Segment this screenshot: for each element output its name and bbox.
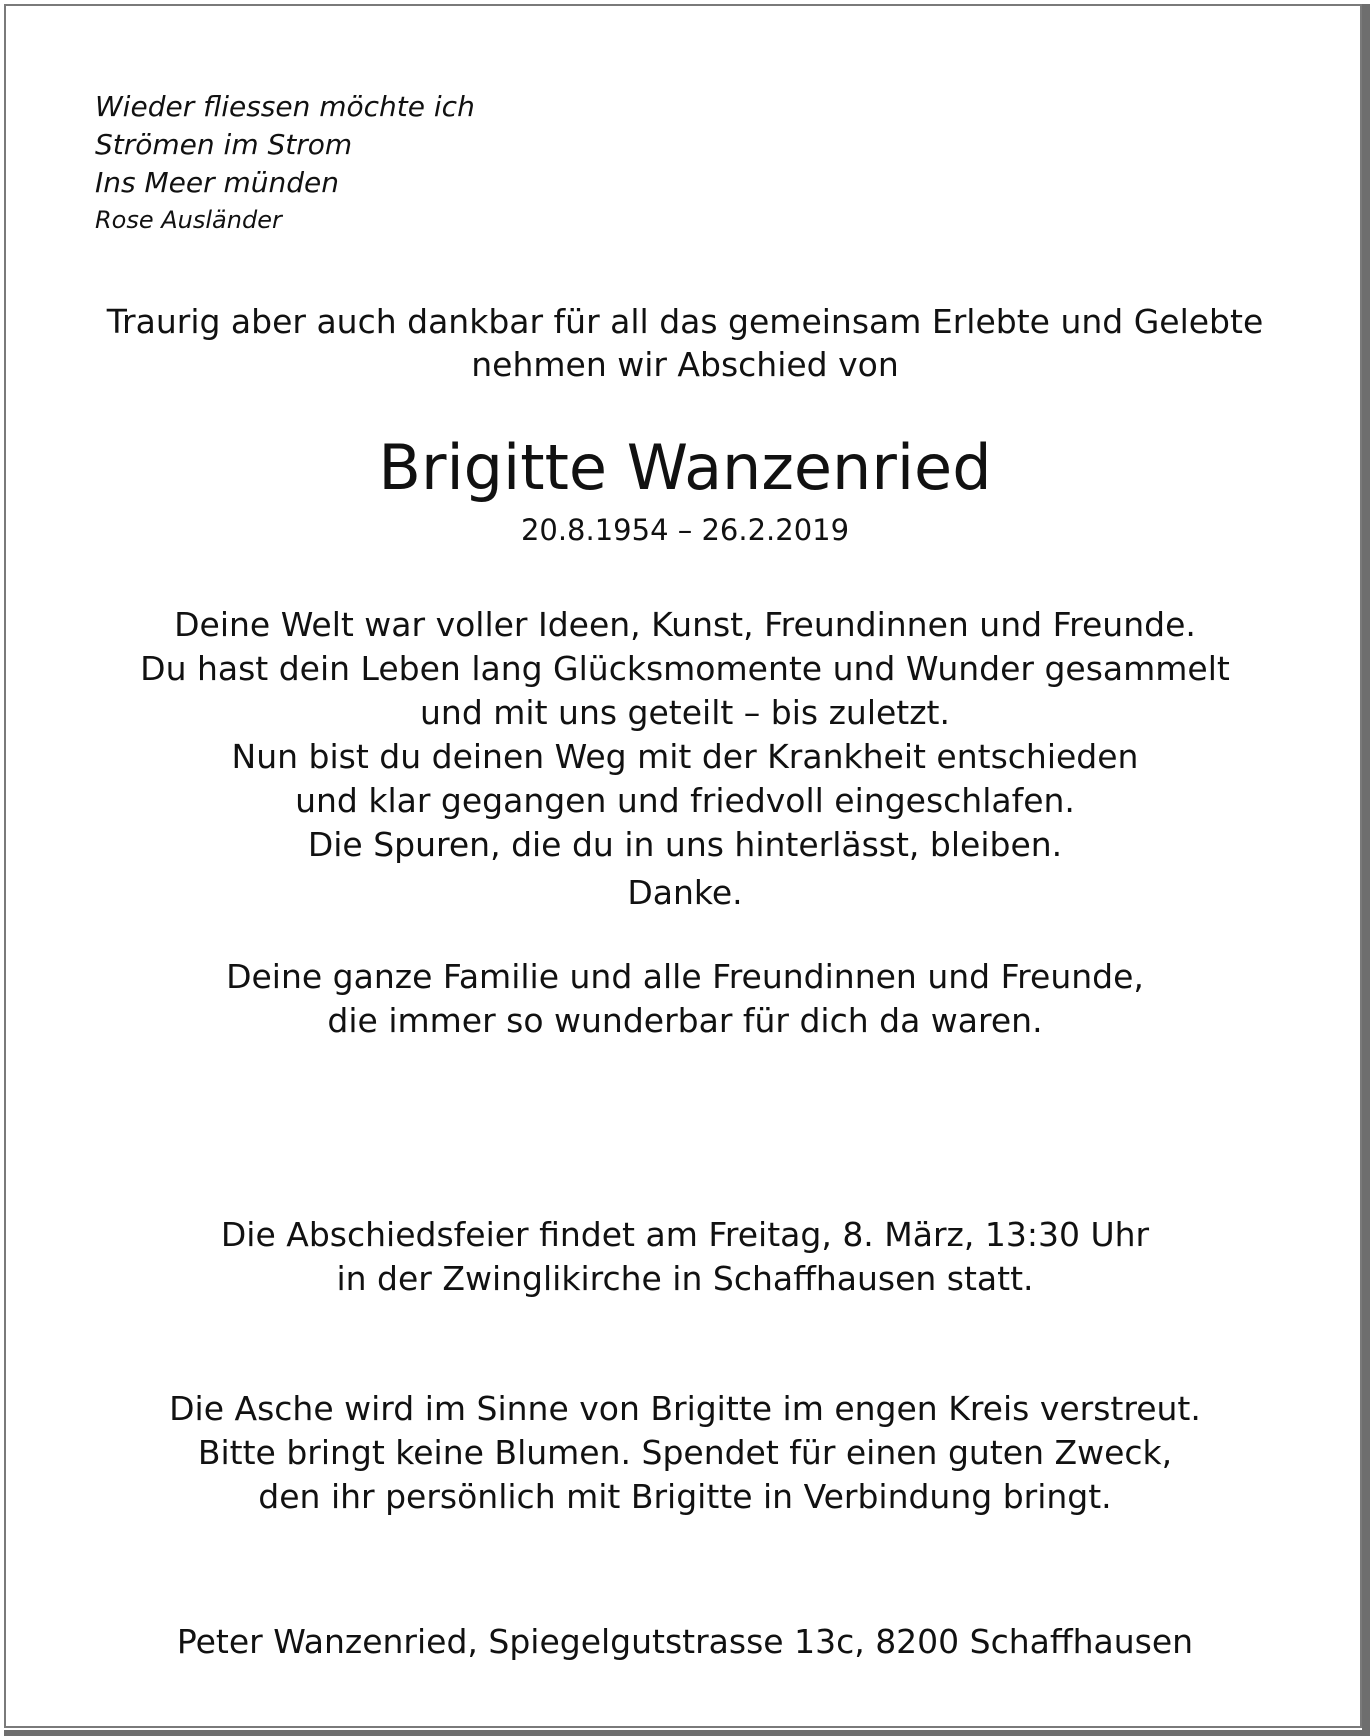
tribute-line: Du hast dein Leben lang Glücksmomente und Wunder gesammelt xyxy=(140,649,1230,688)
life-dates: 20.8.1954 – 26.2.2019 xyxy=(520,513,850,547)
deceased-name: Brigitte Wanzenried xyxy=(378,431,992,504)
ashes-line: Bitte bringt keine Blumen. Spendet für einen guten Zweck, xyxy=(197,1433,1173,1472)
tribute-line: Deine Welt war voller Ideen, Kunst, Freundinnen und Freunde. xyxy=(174,605,1196,644)
ceremony-line: Die Abschiedsfeier findet am Freitag, 8. März, 13:30 Uhr xyxy=(220,1215,1150,1254)
tribute-line: Nun bist du deinen Weg mit der Krankheit entschieden xyxy=(231,737,1139,776)
poem-quote xyxy=(95,88,475,238)
tribute-text xyxy=(40,603,1330,867)
thanks-text: Danke. xyxy=(627,873,743,912)
tribute-line: Die Spuren, die du in uns hinterlässt, bleiben. xyxy=(307,825,1063,864)
ashes-line: den ihr persönlich mit Brigitte in Verbindung bringt. xyxy=(258,1477,1112,1516)
contact-address: Peter Wanzenried, Spiegelgutstrasse 13c, 8200 Schaffhausen xyxy=(176,1622,1194,1661)
intro-line: Traurig aber auch dankbar für all das gemeinsam Erlebte und Gelebte xyxy=(106,302,1264,341)
ceremony-info xyxy=(40,1213,1330,1301)
ceremony-line: in der Zwinglikirche in Schaffhausen statt. xyxy=(336,1259,1034,1298)
intro-text xyxy=(40,300,1330,386)
tribute-line: und mit uns geteilt – bis zuletzt. xyxy=(420,693,950,732)
frame-shadow-right xyxy=(1362,4,1370,1732)
frame-shadow-bottom xyxy=(4,1730,1370,1736)
tribute-line: und klar gegangen und friedvoll eingeschlafen. xyxy=(295,781,1075,820)
family-line: die immer so wunderbar für dich da waren. xyxy=(327,1001,1043,1040)
family-line: Deine ganze Familie und alle Freundinnen und Freunde, xyxy=(226,957,1144,996)
intro-line: nehmen wir Abschied von xyxy=(471,345,899,384)
family-signature xyxy=(40,955,1330,1043)
ashes-line: Die Asche wird im Sinne von Brigitte im engen Kreis verstreut. xyxy=(169,1389,1201,1428)
poem-line: Ins Meer münden xyxy=(95,166,340,199)
poem-line: Strömen im Strom xyxy=(95,128,353,161)
ashes-info xyxy=(40,1387,1330,1519)
poem-author: Rose Ausländer xyxy=(95,206,282,234)
poem-line: Wieder fliessen möchte ich xyxy=(95,90,475,123)
